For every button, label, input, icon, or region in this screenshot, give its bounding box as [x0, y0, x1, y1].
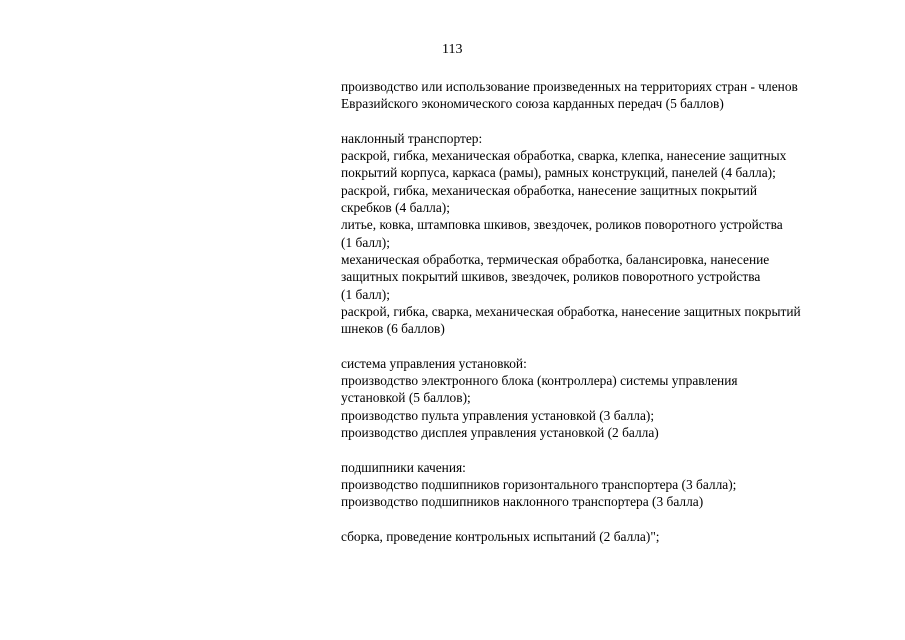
section-heading: наклонный транспортер: — [341, 130, 483, 146]
text-line: покрытий корпуса, каркаса (рамы), рамных конструкций, панелей (4 балла); — [341, 165, 776, 181]
text-line: механическая обработка, термическая обработка, балансировка, нанесение — [341, 251, 770, 267]
paragraph-rolling-bearings — [341, 459, 881, 511]
text-line: производство подшипников горизонтального транспортера (3 балла); — [341, 476, 737, 492]
text-line: Евразийского экономического союза карданных передач (5 баллов) — [341, 96, 724, 112]
text-line: производство электронного блока (контроллера) системы управления — [341, 373, 738, 389]
text-line: раскрой, гибка, сварка, механическая обработка, нанесение защитных покрытий — [341, 303, 801, 319]
text-line: производство дисплея управления установкой (2 балла) — [341, 424, 659, 440]
text-line: (1 балл); — [341, 286, 390, 302]
paragraph-control-system — [341, 355, 881, 441]
text-line: производство подшипников наклонного транспортера (3 балла) — [341, 494, 704, 510]
text-line: раскрой, гибка, механическая обработка, нанесение защитных покрытий — [341, 182, 758, 198]
document-body — [341, 78, 881, 545]
text-line: защитных покрытий шкивов, звездочек, роликов поворотного устройства — [341, 269, 761, 285]
text-line: шнеков (6 баллов) — [341, 321, 445, 337]
section-heading: подшипники качения: — [341, 459, 466, 475]
section-heading: система управления установкой: — [341, 355, 527, 371]
text-line: литье, ковка, штамповка шкивов, звездочек, роликов поворотного устройства — [341, 217, 783, 233]
paragraph-gap — [341, 337, 881, 354]
text-line: установкой (5 баллов); — [341, 390, 471, 406]
page-number: 113 — [442, 42, 463, 57]
paragraph-assembly — [341, 528, 881, 545]
paragraph-gap — [341, 510, 881, 527]
text-line: (1 балл); — [341, 234, 390, 250]
text-line: производство или использование произведенных на территориях стран - членов — [341, 79, 798, 94]
text-line: раскрой, гибка, механическая обработка, сварка, клепка, нанесение защитных — [341, 148, 787, 164]
paragraph-gap — [341, 113, 881, 130]
paragraph-gap — [341, 441, 881, 458]
paragraph-inclined-conveyor — [341, 130, 881, 338]
text-line: скребков (4 балла); — [341, 200, 450, 216]
paragraph-cardan-shafts — [341, 78, 881, 113]
text-line: производство пульта управления установкой (3 балла); — [341, 407, 655, 423]
text-line: сборка, проведение контрольных испытаний (2 балла)"; — [341, 528, 660, 544]
